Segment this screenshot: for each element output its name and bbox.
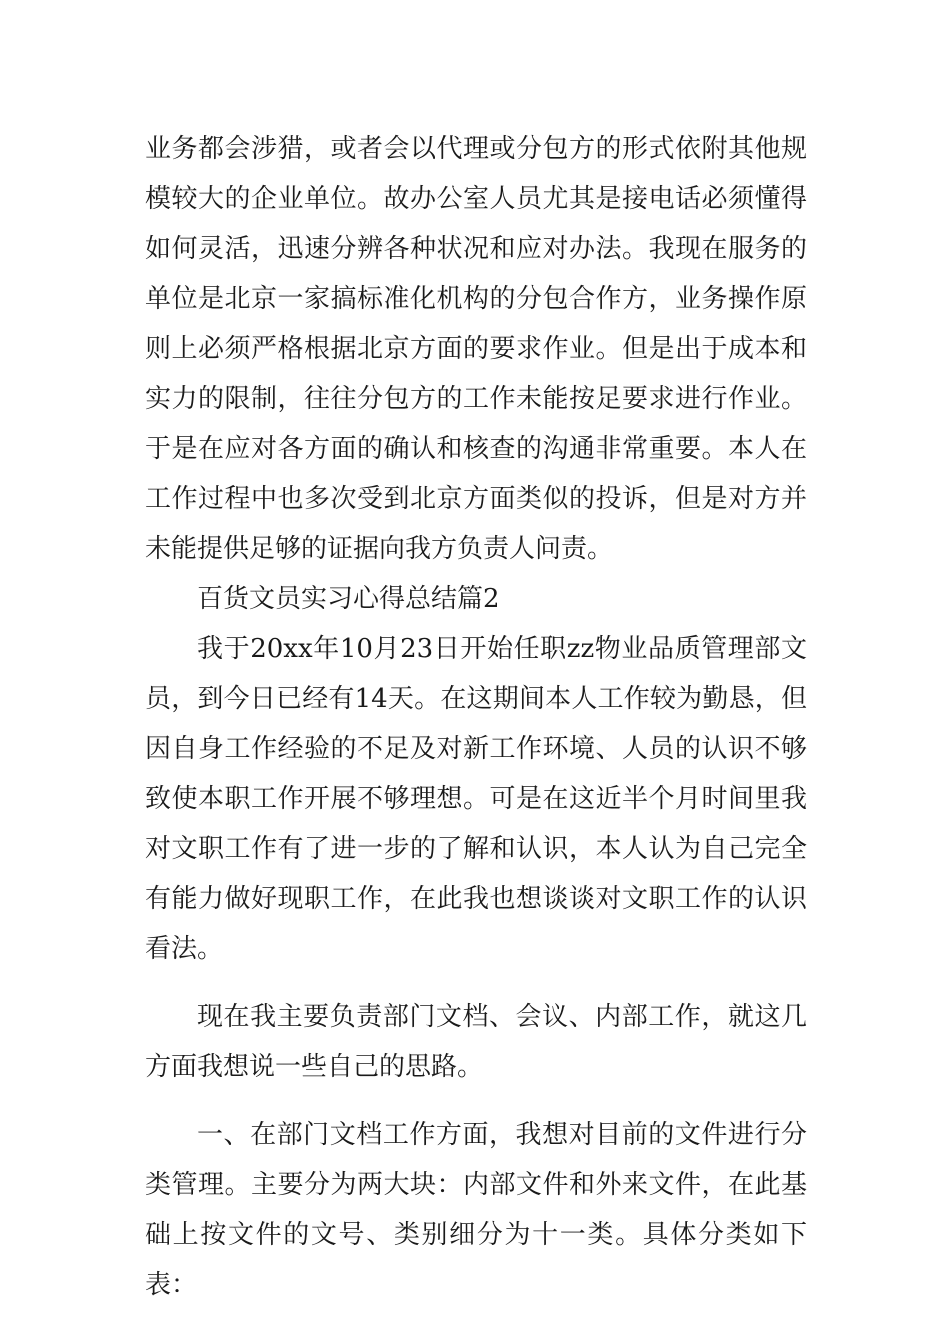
paragraph-continuation: 业务都会涉猎，或者会以代理或分包方的形式依附其他规模较大的企业单位。故办公室人员尤其是接电话必须懂得如何灵活，迅速分辨各种状况和应对办法。我现在服务的单位是北京一家搞标准化机构的分包合作方，业务操作原则上必须严格根据北京方面的要求作业。但是出于成本和实力的限制，往往分包方的工作未能按足要求进行作业。于是在应对各方面的确认和核查的沟通非常重要。本人在工作过程中也多次受到北京方面类似的投诉，但是对方并未能提供足够的证据向我方负责人问责。: [145, 134, 807, 564]
paragraph-document-work: 一、在部门文档工作方面，我想对目前的文件进行分类管理。主要分为两大块：内部文件和外来文件，在此基础上按文件的文号、类别细分为十一类。具体分类如下表：: [145, 1120, 807, 1300]
paragraph-responsibilities: 现在我主要负责部门文档、会议、内部工作，就这几方面我想说一些自己的思路。: [145, 1002, 807, 1082]
section-heading: 百货文员实习心得总结篇2: [197, 584, 500, 614]
document-body: [145, 124, 807, 1310]
paragraph-intro: 我于20xx年10月23日开始任职zz物业品质管理部文员，到今日已经有14天。在这期间本人工作较为勤恳，但因自身工作经验的不足及对新工作环境、人员的认识不够致使本职工作开展不够理想。可是在这近半个月时间里我对文职工作有了进一步的了解和认识，本人认为自己完全有能力做好现职工作，在此我也想谈谈对文职工作的认识看法。: [145, 634, 807, 964]
